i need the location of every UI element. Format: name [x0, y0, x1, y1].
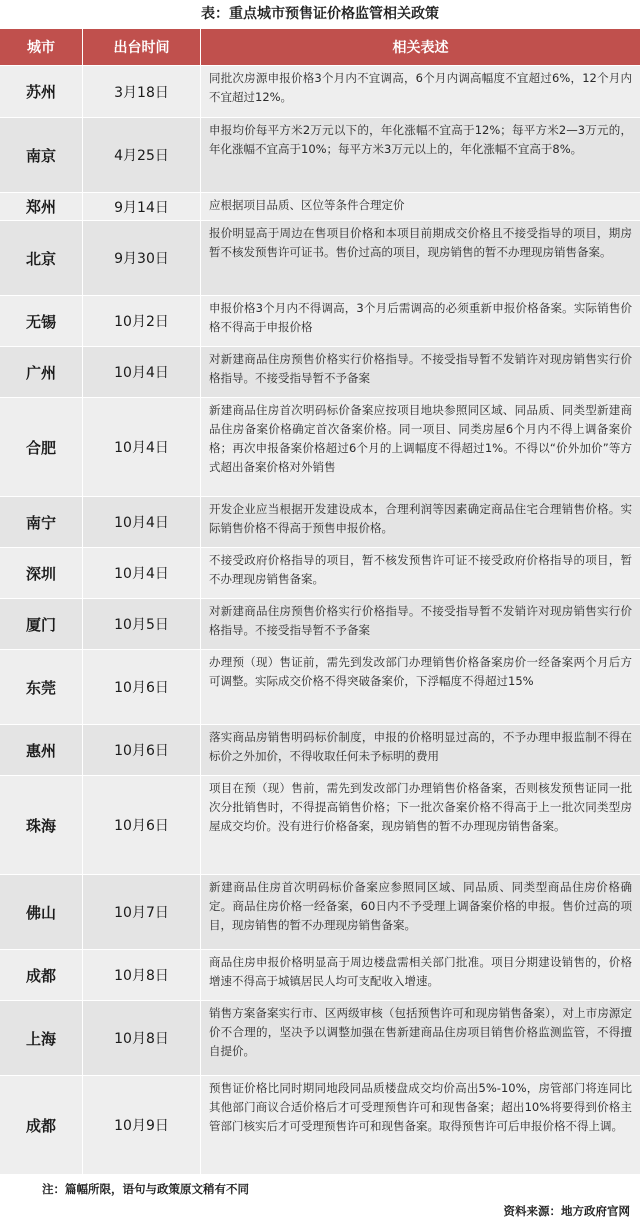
- date-cell: 10月8日: [82, 950, 200, 1000]
- date-cell: 10月4日: [82, 347, 200, 397]
- desc-cell: 预售证价格比同时期同地段同品质楼盘成交均价高出5%-10%，房管部门将连同比其他部门商议合适价格后才可受理预售许可和现售备案；超出10%将要得到价格主管部门核实后才可受理预售许可和现售备案。取得预售许可后申报价格不得上调。: [200, 1076, 640, 1174]
- date-cell: 9月14日: [82, 193, 200, 220]
- desc-cell: 商品住房申报价格明显高于周边楼盘需相关部门批准。项目分期建设销售的，价格增速不得高于城镇居民人均可支配收入增速。: [200, 950, 640, 1000]
- table-title: 表：重点城市预售证价格监管相关政策: [201, 6, 439, 22]
- header-date: 出台时间: [82, 29, 200, 65]
- desc-cell: 不接受政府价格指导的项目，暂不核发预售许可证不接受政府价格指导的项目，暂不办理现房销售备案。: [200, 548, 640, 598]
- desc-cell: 对新建商品住房预售价格实行价格指导。不接受指导暂不发销许对现房销售实行价格指导。不接受指导暂不予备案: [200, 347, 640, 397]
- desc-cell: 对新建商品住房预售价格实行价格指导。不接受指导暂不发销许对现房销售实行价格指导。不接受指导暂不予备案: [200, 599, 640, 649]
- date-cell: 10月9日: [82, 1076, 200, 1174]
- city-cell: 珠海: [25, 816, 56, 835]
- table-row: [0, 296, 640, 347]
- city-cell: 南京: [25, 146, 56, 165]
- city-cell: 郑州: [25, 198, 56, 216]
- date-cell: 10月6日: [82, 725, 200, 775]
- date-cell: 10月7日: [82, 875, 200, 949]
- table-row: [0, 347, 640, 398]
- desc-cell: 申报均价每平方米2万元以下的，年化涨幅不宜高于12%；每平方米2—3万元的，年化涨幅不宜高于10%；每平方米3万元以上的，年化涨幅不宜高于8%。: [200, 118, 640, 192]
- source-credit: 资料来源：地方政府官网: [503, 1204, 630, 1218]
- table-row: [0, 1076, 640, 1175]
- desc-cell: 新建商品住房首次明码标价备案应按项目地块参照同区域、同品质、同类型新建商品住房备案价格确定首次备案价格。同一项目、同类房屋6个月内不得上调备案价格；再次申报备案价格超过6个月的上调幅度不得超过1%。不得以“价外加价”等方式超出备案价格对外销售: [200, 398, 640, 496]
- desc-cell: 开发企业应当根据开发建设成本，合理利润等因素确定商品住宅合理销售价格。实际销售价格不得高于预售申报价格。: [200, 497, 640, 547]
- desc-cell: 应根据项目品质、区位等条件合理定价: [200, 193, 640, 220]
- desc-cell: 落实商品房销售明码标价制度，申报的价格明显过高的，不予办理申报监制不得在标价之外加价，不得收取任何未予标明的费用: [200, 725, 640, 775]
- date-cell: 9月30日: [82, 221, 200, 295]
- date-cell: 10月5日: [82, 599, 200, 649]
- header-desc: 相关表述: [200, 29, 640, 65]
- date-cell: 10月4日: [82, 497, 200, 547]
- city-cell: 无锡: [25, 312, 56, 331]
- date-cell: 4月25日: [82, 118, 200, 192]
- header-city: 城市: [27, 40, 55, 56]
- date-cell: 3月18日: [82, 66, 200, 117]
- table-row: [0, 875, 640, 950]
- city-cell: 厦门: [25, 615, 56, 634]
- desc-cell: 同批次房源申报价格3个月内不宜调高，6个月内调高幅度不宜超过6%，12个月内不宜超过12%。: [200, 66, 640, 117]
- policy-table: [0, 28, 640, 1175]
- city-cell: 合肥: [25, 438, 56, 457]
- city-cell: 南宁: [25, 513, 56, 532]
- desc-cell: 新建商品住房首次明码标价备案应参照同区域、同品质、同类型商品住房价格确定。商品住房价格一经备案，60日内不予受理上调备案价格的申报。售价过高的项目，现房销售的暂不办理现房销售备案。: [200, 875, 640, 949]
- table-row: [0, 1001, 640, 1076]
- date-cell: 10月6日: [82, 650, 200, 724]
- table-row: [0, 66, 640, 118]
- date-cell: 10月4日: [82, 548, 200, 598]
- desc-cell: 申报价格3个月内不得调高，3个月后需调高的必须重新申报价格备案。实际销售价格不得高于申报价格: [200, 296, 640, 346]
- city-cell: 东莞: [25, 678, 56, 697]
- city-cell: 深圳: [25, 564, 56, 583]
- city-cell: 苏州: [25, 83, 56, 101]
- table-row: [0, 221, 640, 296]
- city-cell: 成都: [25, 966, 56, 985]
- desc-cell: 项目在预（现）售前，需先到发改部门办理销售价格备案，否则核发预售证同一批次分批销售时，不得提高销售价格；下一批次备案价格不得高于上一批次同类型房屋成交均价。没有进行价格备案，现房销售的暂不办理现房销售备案。: [200, 776, 640, 874]
- table-row: [0, 950, 640, 1001]
- city-cell: 上海: [25, 1029, 56, 1048]
- date-cell: 10月8日: [82, 1001, 200, 1075]
- city-cell: 广州: [25, 363, 56, 382]
- footnote: 注：篇幅所限，语句与政策原文稍有不同: [42, 1182, 249, 1196]
- desc-cell: 销售方案备案实行市、区两级审核（包括预售许可和现房销售备案），对上市房源定价不合理的，坚决予以调整加强在售新建商品住房项目销售价格监测监管，不得擅自提价。: [200, 1001, 640, 1075]
- table-row: [0, 725, 640, 776]
- date-cell: 10月6日: [82, 776, 200, 874]
- table-row: [0, 650, 640, 725]
- table-row: [0, 548, 640, 599]
- table-header-row: [0, 29, 640, 66]
- table-row: [0, 193, 640, 221]
- city-cell: 佛山: [25, 903, 56, 922]
- city-cell: 北京: [25, 249, 56, 268]
- date-cell: 10月4日: [82, 398, 200, 496]
- desc-cell: 报价明显高于周边在售项目价格和本项目前期成交价格且不接受指导的项目，期房暂不核发预售许可证书。售价过高的项目，现房销售的暂不办理现房销售备案。: [200, 221, 640, 295]
- table-row: [0, 118, 640, 193]
- date-cell: 10月2日: [82, 296, 200, 346]
- table-row: [0, 497, 640, 548]
- table-row: [0, 599, 640, 650]
- table-row: [0, 776, 640, 875]
- city-cell: 成都: [25, 1116, 56, 1135]
- table-row: [0, 398, 640, 497]
- city-cell: 惠州: [25, 741, 56, 760]
- desc-cell: 办理预（现）售证前，需先到发改部门办理销售价格备案房价一经备案两个月后方可调整。实际成交价格不得突破备案价，下浮幅度不得超过15%: [200, 650, 640, 724]
